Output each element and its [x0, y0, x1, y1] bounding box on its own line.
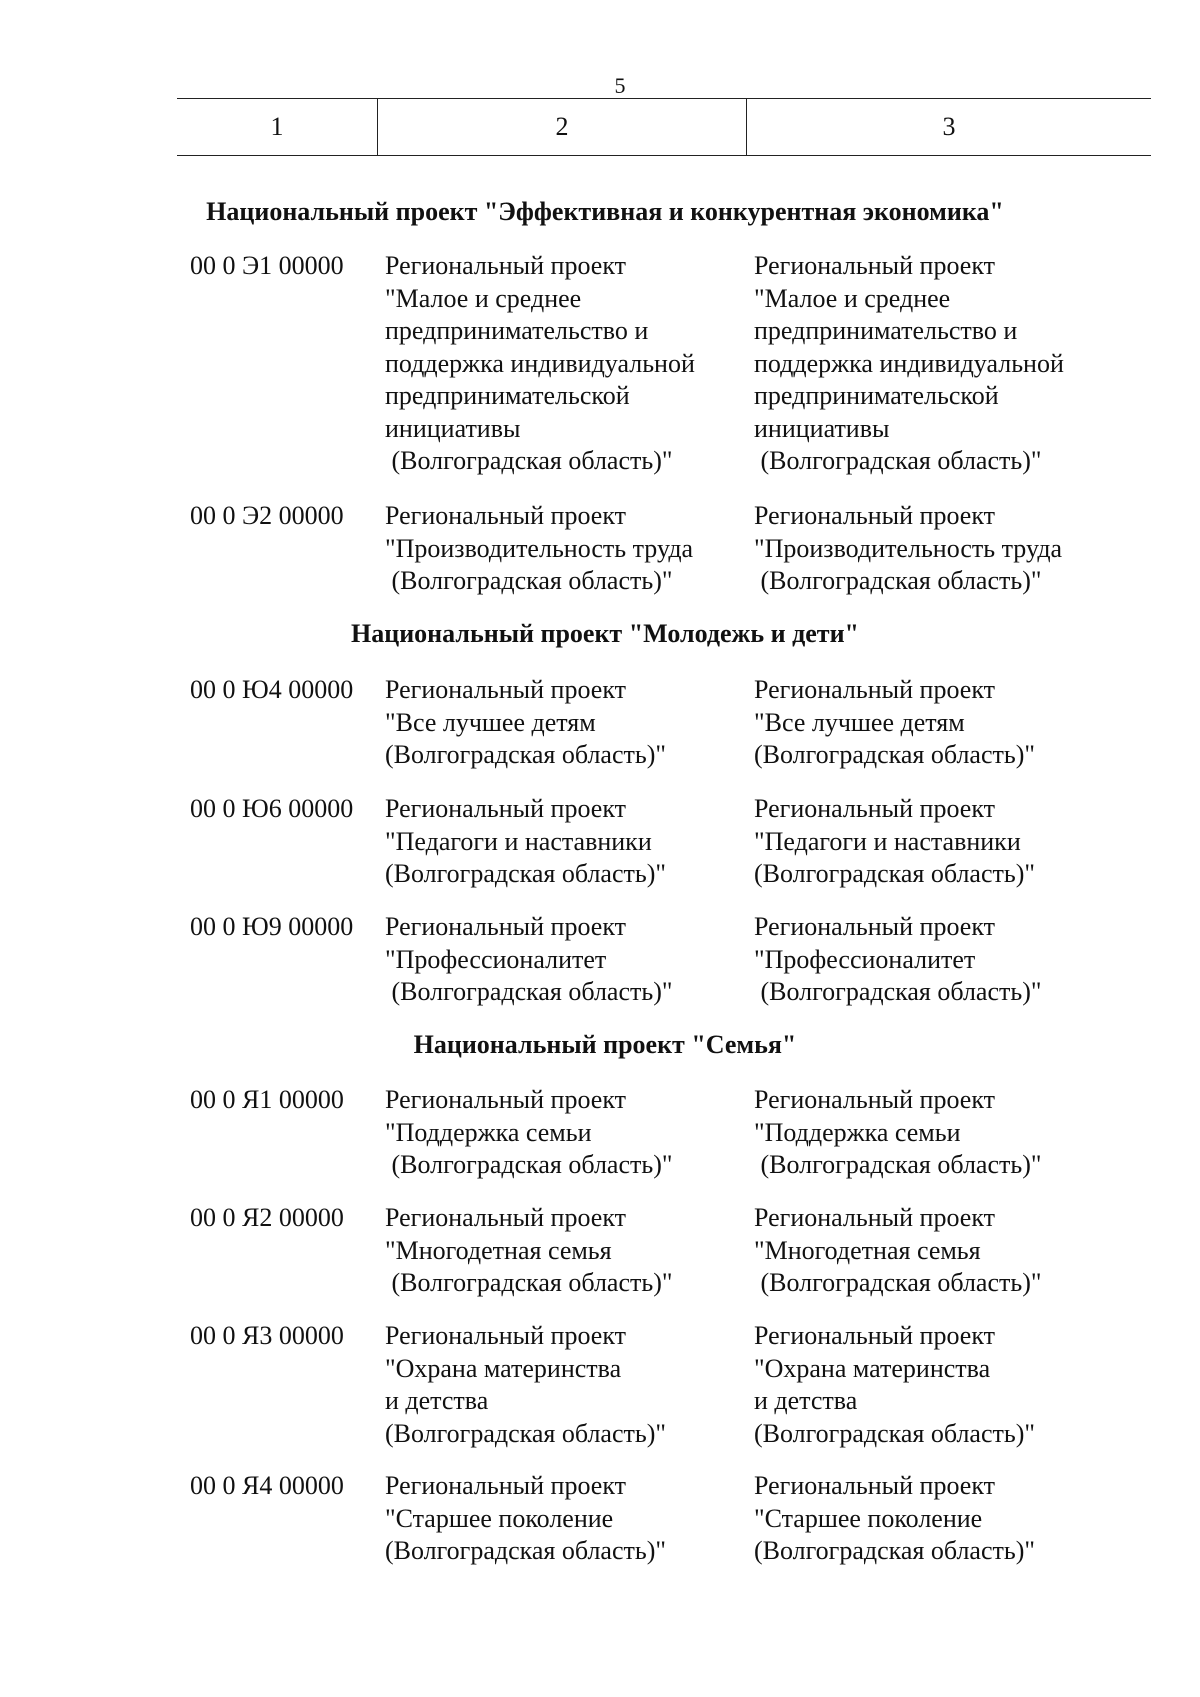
row-code: 00 0 Ю6 00000 — [190, 794, 354, 823]
column-header-1: 1 — [177, 99, 378, 155]
row-code: 00 0 Ю4 00000 — [190, 675, 354, 704]
row-name-col3: Региональный проект "Многодетная семья (Волгоградская область)" — [754, 1203, 1042, 1297]
row-name-col2: Региональный проект "Все лучшее детям (Волгоградская область)" — [385, 675, 666, 769]
row-code: 00 0 Я2 00000 — [190, 1203, 344, 1232]
column-header-row — [177, 98, 1151, 156]
row-name-col2: Региональный проект "Многодетная семья (Волгоградская область)" — [385, 1203, 673, 1297]
column-header-3: 3 — [942, 112, 956, 141]
row-code: 00 0 Ю9 00000 — [190, 912, 354, 941]
row-name-col2: Региональный проект "Старшее поколение (Волгоградская область)" — [385, 1471, 666, 1565]
section-title: Национальный проект "Эффективная и конкурентная экономика" — [206, 197, 1004, 226]
row-name-col3: Региональный проект "Старшее поколение (Волгоградская область)" — [754, 1471, 1035, 1565]
row-code: 00 0 Я4 00000 — [190, 1471, 344, 1500]
row-code: 00 0 Я1 00000 — [190, 1085, 344, 1114]
row-name-col3: Региональный проект "Все лучшее детям (Волгоградская область)" — [754, 675, 1035, 769]
column-header-2: 2 — [378, 99, 747, 155]
row-name-col3: Региональный проект "Малое и среднее предпринимательство и поддержка индивидуальной предпринимательской инициативы (Волгоградская область)" — [754, 251, 1064, 475]
row-name-col2: Региональный проект "Малое и среднее предпринимательство и поддержка индивидуальной предпринимательской инициативы (Волгоградская область)" — [385, 251, 695, 475]
row-name-col3: Региональный проект "Охрана материнства и детства (Волгоградская область)" — [754, 1321, 1035, 1448]
row-name-col3: Региональный проект "Профессионалитет (Волгоградская область)" — [754, 912, 1042, 1006]
row-code: 00 0 Я3 00000 — [190, 1321, 344, 1350]
row-name-col2: Региональный проект "Охрана материнства и детства (Волгоградская область)" — [385, 1321, 666, 1448]
row-name-col2: Региональный проект "Педагоги и наставники (Волгоградская область)" — [385, 794, 666, 888]
section-title: Национальный проект "Молодежь и дети" — [350, 619, 859, 648]
page-number: 5 — [614, 73, 626, 98]
row-name-col3: Региональный проект "Поддержка семьи (Волгоградская область)" — [754, 1085, 1042, 1179]
section-title: Национальный проект "Семья" — [413, 1030, 797, 1059]
row-name-col2: Региональный проект "Производительность труда (Волгоградская область)" — [385, 501, 694, 595]
row-name-col2: Региональный проект "Профессионалитет (Волгоградская область)" — [385, 912, 673, 1006]
row-name-col3: Региональный проект "Педагоги и наставники (Волгоградская область)" — [754, 794, 1035, 888]
row-name-col3: Региональный проект "Производительность труда (Волгоградская область)" — [754, 501, 1063, 595]
row-code: 00 0 Э2 00000 — [190, 501, 344, 530]
row-code: 00 0 Э1 00000 — [190, 251, 344, 280]
row-name-col2: Региональный проект "Поддержка семьи (Волгоградская область)" — [385, 1085, 673, 1179]
